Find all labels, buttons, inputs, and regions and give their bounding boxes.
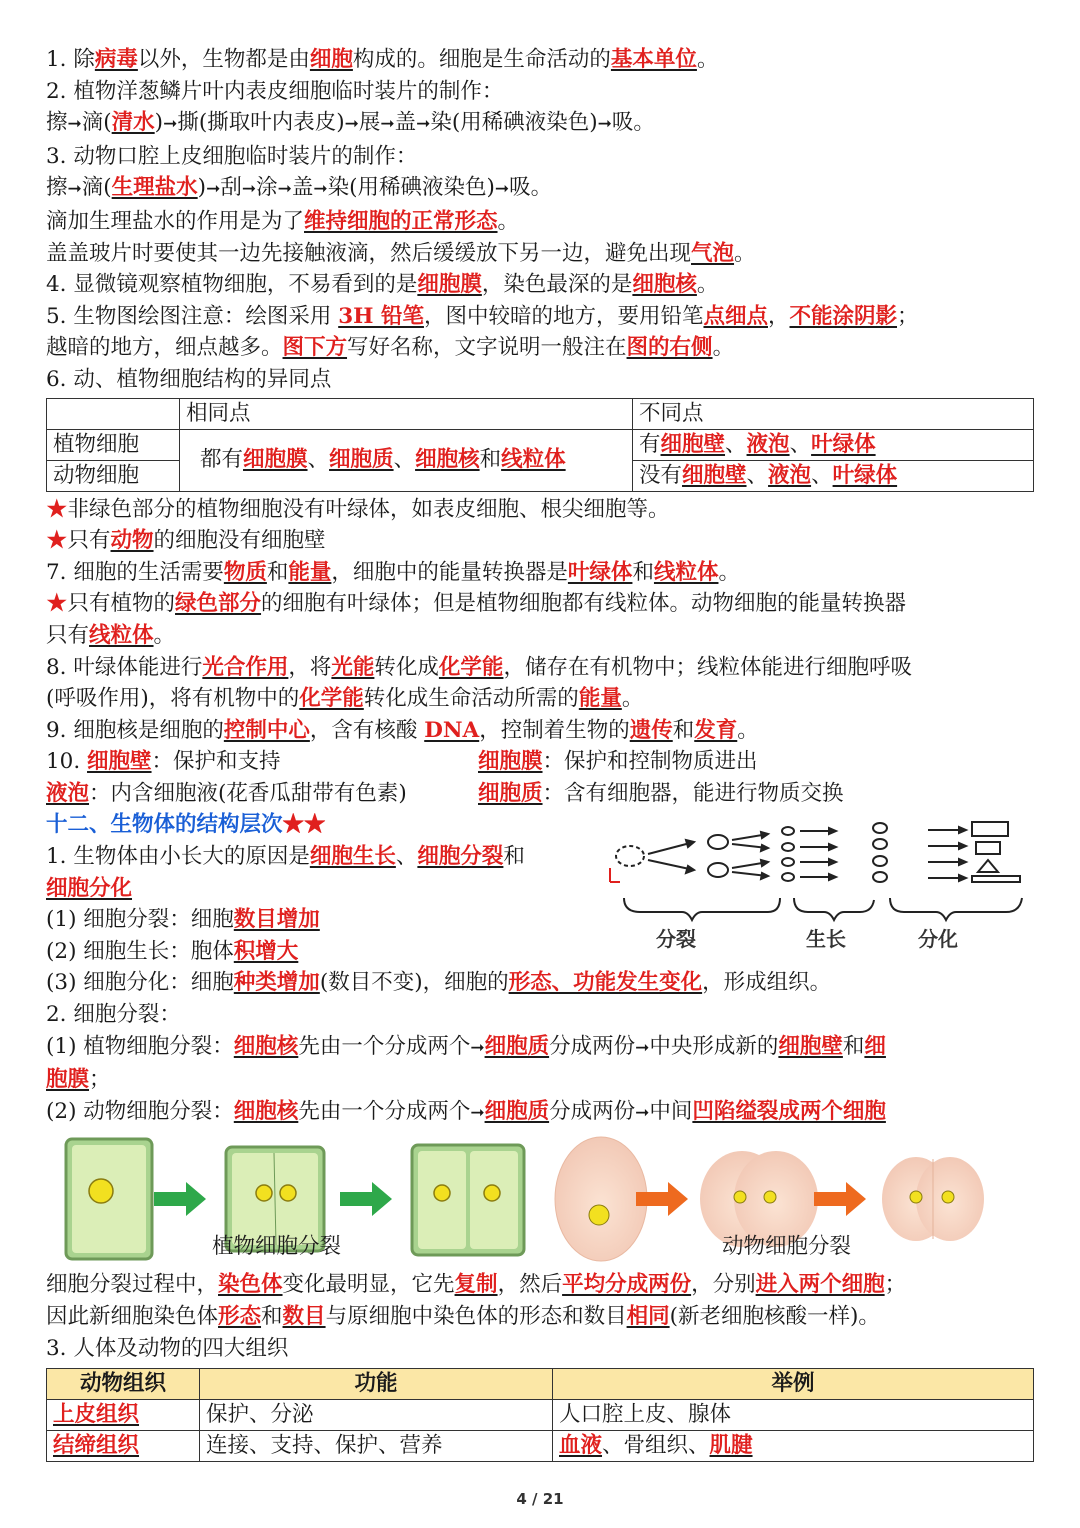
right-arrow-icon: ➞: [635, 1102, 650, 1123]
caption-plant-division: 植物细胞分裂: [212, 1234, 342, 1260]
animal-cell-stage-1: [555, 1137, 647, 1261]
right-arrow-icon: ➞: [494, 179, 510, 200]
item-4: 4. 显微镜观察植物细胞，不易看到的是细胞膜，染色最深的是细胞核。: [46, 272, 719, 298]
item-6: 6. 动、植物细胞结构的异同点: [46, 366, 332, 392]
section-heading: 十二、生物体的结构层次★★: [46, 812, 326, 838]
document-page: [46, 44, 1036, 1462]
differentiation-def: (3) 细胞分化：细胞种类增加(数目不变)，细胞的形态、功能发生变化，形成组织。: [46, 970, 832, 996]
cell-division-illustration: [46, 1129, 1036, 1269]
right-arrow-icon: ➞: [67, 179, 82, 200]
same-cell: 都有细胞膜、细胞质、细胞核和线粒体: [180, 429, 633, 491]
sec-item-2: 2. 细胞分裂：: [46, 1002, 181, 1028]
item-5-cont: 越暗的地方，细点越多。图下方写好名称，文字说明一般注在图的右侧。: [46, 335, 735, 361]
sec-item-1-cont: 细胞分化: [46, 875, 133, 901]
plant-division-cont: 胞膜；: [46, 1067, 111, 1093]
item-2-steps: 擦➞滴(清水)➞撕(撕取叶内表皮)➞展➞盖➞染(用稀碘液染色)➞吸。: [46, 110, 655, 136]
right-arrow-icon: ➞: [416, 114, 431, 135]
right-arrow-icon: ➞: [635, 1037, 650, 1058]
key-term: 细胞: [309, 47, 353, 72]
plant-cell-stage-3: [412, 1145, 524, 1255]
item-8-cont: (呼吸作用)，将有机物中的化学能转化成生命活动所需的能量。: [46, 686, 644, 712]
right-arrow-icon: ➞: [313, 179, 328, 200]
right-arrow-icon: ➞: [597, 114, 612, 135]
animal-cell-stage-3: [882, 1157, 984, 1241]
item-3-steps: 擦➞滴(生理盐水)➞刮➞涂➞盖➞染(用稀碘液染色)➞吸。: [46, 175, 553, 201]
right-arrow-icon: ➞: [344, 114, 359, 135]
right-arrow-icon: ➞: [277, 179, 292, 200]
plant-cell-stage-1: [66, 1139, 152, 1259]
growth-diagram: [596, 820, 1036, 960]
item-8: 8. 叶绿体能进行光合作用，将光能转化成化学能，储存在有机物中；线粒体能进行细胞呼吸: [46, 654, 912, 680]
key-term: 基本单位: [610, 47, 697, 72]
item-10: 10. 细胞壁：保护和支持 细胞膜：保护和控制物质进出: [46, 749, 758, 775]
star-note-1: ★非绿色部分的植物细胞没有叶绿体，如表皮细胞、根尖细胞等。: [46, 496, 670, 522]
row-animal: 动物细胞: [47, 460, 180, 491]
right-arrow-icon: ➞: [241, 179, 257, 200]
sec-item-3: 3. 人体及动物的四大组织: [46, 1335, 289, 1361]
coverslip-note: 盖盖玻片时要使其一边先接触液滴，然后缓缓放下另一边，避免出现气泡。: [46, 240, 756, 266]
star-note-3: ★只有植物的绿色部分的细胞有叶绿体；但是植物细胞都有线粒体。动物细胞的能量转换器: [46, 591, 907, 617]
diff-plant: 有细胞壁、液泡、叶绿体: [633, 429, 1034, 460]
tissue-table: [46, 1368, 1034, 1462]
star-note-3-cont: 只有线粒体。: [46, 622, 176, 648]
item-3: 3. 动物口腔上皮细胞临时装片的制作：: [46, 143, 418, 169]
division-def: (1) 细胞分裂：细胞数目增加: [46, 907, 320, 933]
saline-purpose: 滴加生理盐水的作用是为了维持细胞的正常形态。: [46, 208, 520, 234]
caption-animal-division: 动物细胞分裂: [722, 1234, 852, 1260]
animal-division: (2) 动物细胞分裂：细胞核先由一个分成两个➞细胞质分成两份➞中间凹陷缢裂成两个细胞: [46, 1098, 886, 1124]
key-term: 病毒: [94, 47, 138, 72]
green-arrow-icon: [340, 1182, 392, 1216]
item-5: 5. 生物图绘图注意：绘图采用 3H 铅笔，图中较暗的地方，要用铅笔点细点，不能涂阴影；: [46, 303, 919, 329]
header-diff: 不同点: [633, 398, 1034, 429]
cell-comparison-table: [46, 398, 1034, 492]
star-icon: ★: [46, 591, 68, 617]
table-row: 结缔组织 连接、支持、保护、营养 血液、骨组织、肌腱: [47, 1431, 1034, 1462]
sec-item-1: 1. 生物体由小长大的原因是细胞生长、细胞分裂和: [46, 844, 525, 870]
right-arrow-icon: ➞: [470, 1037, 485, 1058]
right-arrow-icon: ➞: [206, 179, 221, 200]
item-9: 9. 细胞核是细胞的控制中心，含有核酸 DNA，控制着生物的遗传和发育。: [46, 717, 759, 743]
star-note-2: ★只有动物的细胞没有细胞壁: [46, 528, 326, 554]
label-growth: 生长: [806, 927, 846, 951]
star-icon: ★★: [282, 812, 326, 838]
star-icon: ★: [46, 528, 68, 554]
growth-diagram-figure: [596, 820, 1036, 960]
item-7: 7. 细胞的生活需要物质和能量，细胞中的能量转换器是叶绿体和线粒体。: [46, 559, 740, 585]
item-2: 2. 植物洋葱鳞片叶内表皮细胞临时装片的制作：: [46, 78, 504, 104]
cell-division-figure: [46, 1129, 1036, 1269]
row-plant: 植物细胞: [47, 429, 180, 460]
page-number: 4 / 21: [516, 1490, 564, 1508]
item-1: 1. 除病毒以外，生物都是由细胞构成的。细胞是生命活动的基本单位。: [46, 47, 719, 72]
right-arrow-icon: ➞: [470, 1102, 485, 1123]
header-same: 相同点: [180, 398, 633, 429]
right-arrow-icon: ➞: [163, 114, 178, 135]
label-division: 分裂: [656, 927, 696, 951]
diff-animal: 没有细胞壁、液泡、叶绿体: [633, 460, 1034, 491]
star-icon: ★: [46, 496, 68, 522]
col-header-function: 功能: [200, 1369, 553, 1400]
green-arrow-icon: [154, 1182, 206, 1216]
right-arrow-icon: ➞: [67, 114, 82, 135]
chromosome-note: 细胞分裂过程中，染色体变化最明显，它先复制，然后平均分成两份，分别进入两个细胞；: [46, 1272, 907, 1298]
item-10-cont: 液泡：内含细胞液(花香瓜甜带有色素) 细胞质：含有细胞器，能进行物质交换: [46, 780, 844, 806]
growth-def: (2) 细胞生长：胞体积增大: [46, 938, 299, 964]
label-differentiation: 分化: [918, 927, 958, 951]
plant-division: (1) 植物细胞分裂：细胞核先由一个分成两个➞细胞质分成两份➞中央形成新的细胞壁和细: [46, 1033, 886, 1059]
col-header-example: 举例: [553, 1369, 1034, 1400]
table-row: 上皮组织 保护、分泌 人口腔上皮、腺体: [47, 1400, 1034, 1431]
right-arrow-icon: ➞: [380, 114, 395, 135]
orange-arrow-icon: [814, 1182, 866, 1216]
chromosome-note-cont: 因此新细胞染色体形态和数目与原细胞中染色体的形态和数目相同(新老细胞核酸一样)。: [46, 1304, 880, 1329]
col-header-tissue: 动物组织: [47, 1369, 200, 1400]
